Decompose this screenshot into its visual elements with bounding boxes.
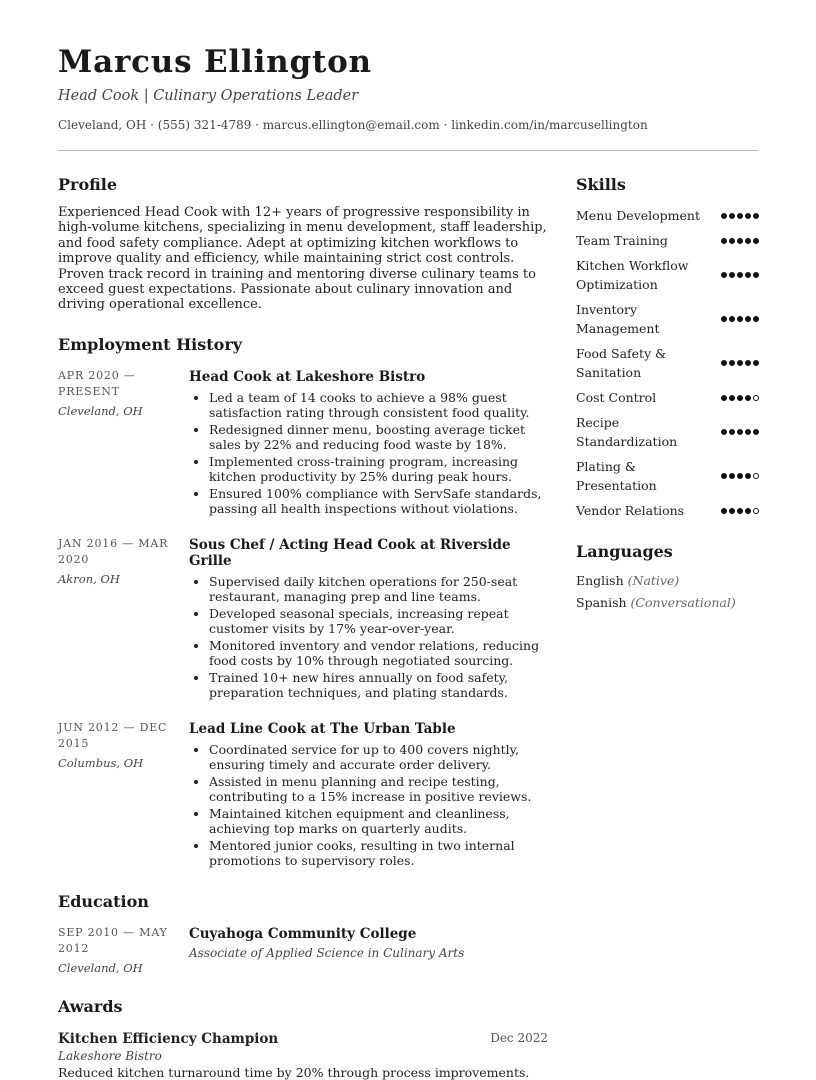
rating-dot-filled [737, 429, 743, 435]
skill-item [576, 256, 759, 294]
skill-item [576, 457, 759, 495]
rating-dot-filled [721, 360, 727, 366]
education-heading: Education [58, 891, 149, 911]
sidebar-column [576, 175, 759, 610]
language-item [576, 573, 759, 588]
skill-item [576, 231, 759, 250]
rating-dot-filled [721, 316, 727, 322]
job-entry [58, 536, 548, 702]
award-entry [58, 1031, 548, 1080]
job-bullet: • Maintained kitchen equipment and cleanliness, achieving top marks on quarterly audits. [209, 806, 548, 836]
job-meta [58, 536, 189, 702]
rating-dot-filled [729, 395, 735, 401]
skill-name: Team Training [576, 233, 668, 248]
education-list [58, 925, 548, 975]
rating-dot-filled [745, 508, 751, 514]
skill-level-rating [721, 272, 759, 278]
job-meta [58, 720, 189, 870]
job-bullet: • Trained 10+ new hires annually on food safety, preparation techniques, and plating standards. [209, 670, 548, 700]
skill-name: Menu Development [576, 208, 700, 223]
job-content [189, 536, 548, 702]
award-list [58, 1031, 548, 1080]
award-title: Kitchen Efficiency Champion [58, 1030, 279, 1047]
award-description: Reduced kitchen turnaround time by 20% through process improvements. [58, 1064, 530, 1080]
job-bullet: • Supervised daily kitchen operations for 250-seat restaurant, managing prep and line teams. [209, 574, 548, 604]
rating-dot-filled [721, 429, 727, 435]
rating-dot-empty [753, 473, 759, 479]
award-header [58, 1031, 548, 1047]
skill-level-rating [721, 316, 759, 322]
rating-dot-filled [745, 429, 751, 435]
rating-dot-filled [753, 213, 759, 219]
education-meta [58, 925, 189, 975]
contact-line: Cleveland, OH · (555) 321-4789 · marcus.ellington@email.com · linkedin.com/in/marcusellington [58, 118, 648, 133]
language-list [576, 573, 759, 610]
job-bullet: • Mentored junior cooks, resulting in two internal promotions to supervisory roles. [209, 838, 548, 868]
rating-dot-filled [745, 360, 751, 366]
profile-summary: Experienced Head Cook with 12+ years of progressive responsibility in high-volume kitchens, specializing in menu development, staff leadership, and food safety compliance. Adept at optimizing kitchen workflows to improve quality and efficiency, while maintaining strict cost controls. Proven track record in training and mentoring diverse culinary teams to exceed guest expectations. Passionate about culinary innovation and driving operational excellence. [58, 205, 547, 313]
languages-heading: Languages [576, 542, 673, 561]
job-location: Columbus, OH [58, 755, 144, 770]
job-bullet: • Implemented cross-training program, increasing kitchen productivity by 25% during peak hours. [209, 454, 548, 484]
rating-dot-filled [737, 272, 743, 278]
job-entry [58, 368, 548, 518]
rating-dot-filled [737, 213, 743, 219]
language-name: Spanish [576, 595, 627, 610]
rating-dot-empty [753, 508, 759, 514]
job-bullet: • Coordinated service for up to 400 covers nightly, ensuring timely and accurate order delivery. [209, 742, 548, 772]
job-bullet: • Monitored inventory and vendor relations, reducing food costs by 10% through negotiated sourcing. [209, 638, 548, 668]
job-title: Sous Chef / Acting Head Cook at Riverside Grille [189, 536, 511, 569]
job-bullet: • Led a team of 14 cooks to achieve a 98% guest satisfaction rating through consistent food quality. [209, 390, 548, 420]
skill-name: Food Safety & Sanitation [576, 346, 667, 380]
job-content [189, 368, 548, 518]
rating-dot-filled [745, 395, 751, 401]
rating-dot-filled [753, 429, 759, 435]
rating-dot-filled [721, 395, 727, 401]
languages-section [576, 542, 759, 610]
award-organization: Lakeshore Bistro [58, 1048, 162, 1063]
rating-dot-filled [729, 473, 735, 479]
rating-dot-filled [721, 238, 727, 244]
job-bullet: • Assisted in menu planning and recipe testing, contributing to a 15% increase in positive reviews. [209, 774, 548, 804]
rating-dot-filled [737, 360, 743, 366]
skills-heading: Skills [576, 175, 626, 194]
job-bullets [189, 574, 548, 700]
skill-level-rating [721, 213, 759, 219]
employment-heading: Employment History [58, 334, 243, 354]
education-location: Cleveland, OH [58, 960, 143, 975]
rating-dot-filled [737, 316, 743, 322]
job-bullets [189, 390, 548, 516]
rating-dot-filled [729, 429, 735, 435]
rating-dot-filled [753, 316, 759, 322]
education-dates: SEP 2010 — MAY 2012 [58, 925, 168, 955]
employment-section [58, 335, 548, 870]
rating-dot-filled [729, 238, 735, 244]
job-title: Lead Line Cook at The Urban Table [189, 720, 456, 737]
awards-heading: Awards [58, 996, 123, 1016]
job-bullet: • Developed seasonal specials, increasing repeat customer visits by 17% year-over-year. [209, 606, 548, 636]
skill-level-rating [721, 360, 759, 366]
language-level: (Conversational) [630, 595, 736, 610]
skill-name: Vendor Relations [576, 503, 685, 518]
rating-dot-filled [737, 473, 743, 479]
skill-item [576, 501, 759, 520]
rating-dot-filled [729, 360, 735, 366]
skill-item [576, 344, 759, 382]
rating-dot-filled [745, 238, 751, 244]
language-level: (Native) [627, 573, 680, 588]
skill-level-rating [721, 238, 759, 244]
award-date: Dec 2022 [490, 1030, 548, 1045]
skills-section [576, 175, 759, 520]
job-location: Akron, OH [58, 571, 120, 586]
rating-dot-filled [745, 473, 751, 479]
rating-dot-filled [737, 238, 743, 244]
job-list [58, 368, 548, 870]
job-meta [58, 368, 189, 518]
rating-dot-filled [737, 395, 743, 401]
awards-section [58, 997, 548, 1080]
rating-dot-empty [753, 395, 759, 401]
skill-level-rating [721, 395, 759, 401]
language-name: English [576, 573, 624, 588]
skill-name: Recipe Standardization [576, 415, 678, 449]
skill-list [576, 206, 759, 520]
job-bullet: • Ensured 100% compliance with ServSafe standards, passing all health inspections without violations. [209, 486, 548, 516]
skill-item [576, 388, 759, 407]
rating-dot-filled [753, 238, 759, 244]
rating-dot-filled [745, 316, 751, 322]
education-content [189, 925, 548, 975]
rating-dot-filled [729, 508, 735, 514]
skill-name: Inventory Management [576, 302, 660, 336]
main-column [58, 175, 548, 1080]
job-content [189, 720, 548, 870]
job-location: Cleveland, OH [58, 403, 143, 418]
rating-dot-filled [729, 316, 735, 322]
education-entry [58, 925, 548, 975]
rating-dot-filled [721, 213, 727, 219]
job-title: Head Cook at Lakeshore Bistro [189, 368, 426, 385]
degree-name: Associate of Applied Science in Culinary Arts [189, 945, 465, 960]
skill-level-rating [721, 429, 759, 435]
profile-section [58, 175, 548, 313]
skill-item [576, 413, 759, 451]
profile-heading: Profile [58, 175, 118, 194]
language-item [576, 595, 759, 610]
rating-dot-filled [745, 272, 751, 278]
header-divider [58, 150, 758, 151]
rating-dot-filled [753, 360, 759, 366]
rating-dot-filled [721, 508, 727, 514]
resume-header [58, 44, 758, 132]
rating-dot-filled [753, 272, 759, 278]
school-name: Cuyahoga Community College [189, 925, 417, 942]
skill-level-rating [721, 473, 759, 479]
rating-dot-filled [721, 272, 727, 278]
candidate-name: Marcus Ellington [58, 44, 372, 80]
skill-item [576, 206, 759, 225]
skill-item [576, 300, 759, 338]
job-bullets [189, 742, 548, 868]
job-dates: APR 2020 — PRESENT [58, 368, 136, 398]
candidate-title: Head Cook | Culinary Operations Leader [58, 88, 359, 105]
education-section [58, 892, 548, 975]
job-entry [58, 720, 548, 870]
rating-dot-filled [737, 508, 743, 514]
skill-name: Kitchen Workflow Optimization [576, 258, 689, 292]
skill-name: Plating & Presentation [576, 459, 657, 493]
rating-dot-filled [729, 272, 735, 278]
rating-dot-filled [721, 473, 727, 479]
rating-dot-filled [729, 213, 735, 219]
job-dates: JUN 2012 — DEC 2015 [58, 720, 168, 750]
job-dates: JAN 2016 — MAR 2020 [58, 536, 169, 566]
job-bullet: • Redesigned dinner menu, boosting average ticket sales by 22% and reducing food waste by 18%. [209, 422, 548, 452]
skill-name: Cost Control [576, 390, 657, 405]
skill-level-rating [721, 508, 759, 514]
rating-dot-filled [745, 213, 751, 219]
